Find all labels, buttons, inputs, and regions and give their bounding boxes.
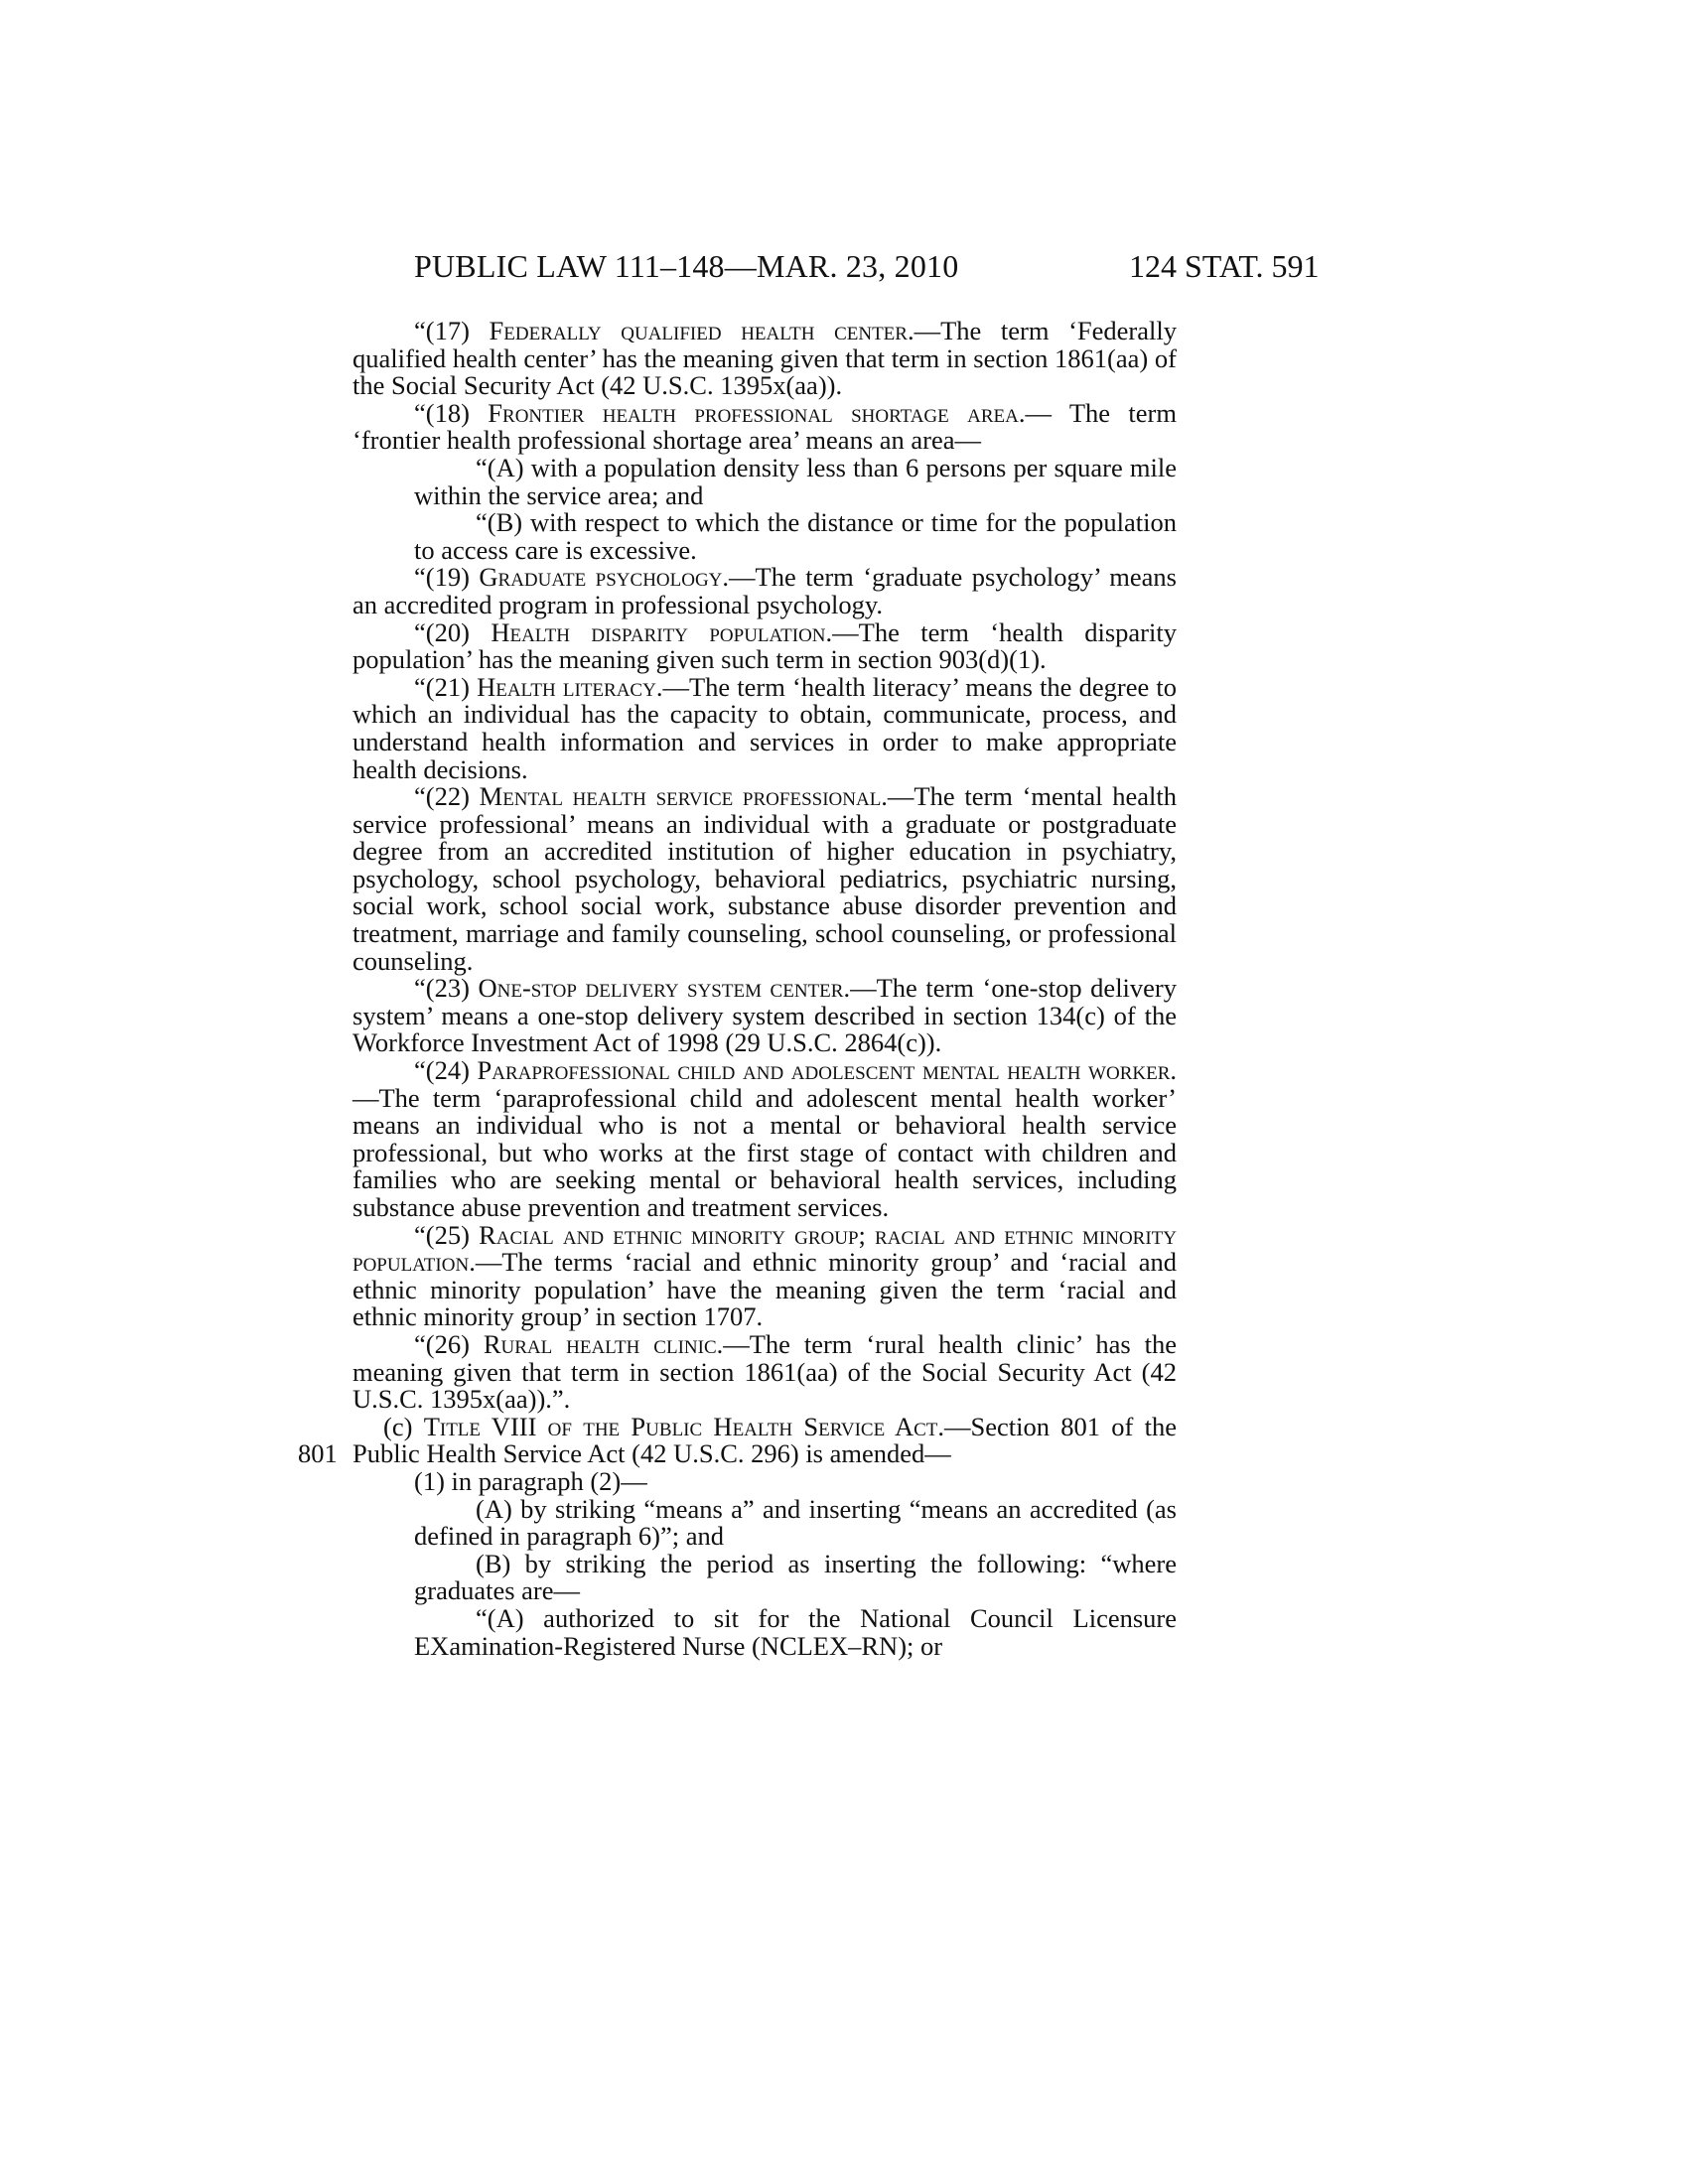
subsection-c xyxy=(298,1411,1178,1469)
definition-25 xyxy=(352,1219,1178,1332)
subparagraph-c1a: (A) by striking “means a” and inserting “means an accredited (as defined in paragraph 6)”; and xyxy=(414,1493,1177,1552)
definition-number: “(24) xyxy=(414,1055,478,1086)
margin-section-number: 801 xyxy=(298,1438,338,1469)
definition-number: “(17) xyxy=(414,316,490,345)
definition-heading: Racial and ethnic minority group; racial and ethnic minority population xyxy=(352,1219,1178,1278)
subsection-c-text xyxy=(352,1411,1178,1469)
definition-23 xyxy=(352,975,1177,1057)
definition-26 xyxy=(352,1328,1177,1415)
definition-18 xyxy=(352,397,1177,456)
definition-number: “(26) xyxy=(414,1328,484,1359)
definition-number: “(18) xyxy=(414,397,489,428)
definition-text: .—The terms ‘racial and ethnic minority group’ and ‘racial and ethnic minority population’ have the meaning given the term ‘racial and ethnic minority group’ in section 1707. xyxy=(352,1247,1177,1332)
definition-heading: Health disparity population xyxy=(491,616,826,647)
definition-heading: Mental health service professional xyxy=(479,781,882,812)
definition-heading: Health literacy xyxy=(477,671,656,702)
definition-number: “(20) xyxy=(414,616,492,647)
running-head-title: PUBLIC LAW 111–148—MAR. 23, 2010 xyxy=(414,248,959,284)
definition-text: .—The term ‘mental health service professional’ means an individual with a graduate or postgraduate degree from an accredited institution of higher education in psychiatry, psychology, school psychology, behavioral pediatrics, psychiatric nursing, social work, school social work, substance abuse disorder prevention and treatment, marriage and family counseling, school counseling, or professional counseling. xyxy=(352,781,1177,976)
definition-number: “(23) xyxy=(414,973,479,1004)
definition-text: .—The term ‘paraprofessional child and adolescent mental health worker’ means an individual who is not a mental or behavioral health service professional, but who works at the first stage of contact with children and families who are seeking mental or behavioral health services, including substance abuse prevention and treatment services. xyxy=(352,1055,1177,1222)
definition-text: .—The term ‘health literacy’ means the degree to which an individual has the capacity to obtain, communicate, process, and understand health information and services in order to make appropriate health decisions. xyxy=(352,671,1177,784)
paragraph-c1: (1) in paragraph (2)— xyxy=(414,1465,647,1496)
subparagraph-c1b: (B) by striking the period as inserting the following: “where graduates are— xyxy=(414,1548,1177,1606)
subparagraph-18b: “(B) with respect to which the distance or time for the population to access care is excessive. xyxy=(414,507,1177,565)
subsection-heading: Title VIII of the Public Health Service Act xyxy=(423,1411,938,1441)
definition-22 xyxy=(352,783,1177,975)
definition-heading: One-stop delivery system center xyxy=(478,973,844,1004)
page-header xyxy=(0,248,1688,288)
definition-heading: Federally qualified health center xyxy=(489,316,908,345)
statute-body xyxy=(298,316,1178,1661)
definition-text: .— The term ‘frontier health professional shortage area’ means an area— xyxy=(352,397,1177,456)
definition-heading: Rural health clinic xyxy=(483,1328,717,1359)
definition-number: “(21) xyxy=(414,671,478,702)
definition-17 xyxy=(352,318,1177,400)
definition-text: .—The term ‘one-stop delivery system’ means a one-stop delivery system described in section 134(c) of the Workforce Investment Act of 1998 (29 U.S.C. 2864(c)). xyxy=(352,973,1178,1058)
subparagraph-18a: “(A) with a population density less than 6 persons per square mile within the service area; and xyxy=(414,452,1177,510)
definition-heading: Frontier health professional shortage area xyxy=(488,397,1019,428)
subsection-number: (c) xyxy=(383,1411,424,1441)
definition-20 xyxy=(352,616,1177,675)
definition-number: “(25) xyxy=(414,1219,480,1250)
definition-number: “(19) xyxy=(414,562,480,593)
definition-24 xyxy=(352,1057,1177,1222)
definition-number: “(22) xyxy=(414,781,480,812)
definition-text: .—The term ‘rural health clinic’ has the meaning given that term in section 1861(aa) of the Social Security Act (42 U.S.C. 1395x(aa)).”. xyxy=(352,1328,1177,1415)
definition-heading: Graduate psychology xyxy=(479,562,723,593)
definition-21 xyxy=(352,671,1177,784)
definition-heading: Paraprofessional child and adolescent mental health worker xyxy=(477,1055,1171,1086)
definition-19 xyxy=(352,564,1177,618)
inserted-subparagraph-a: “(A) authorized to sit for the National Council Licensure EXamination-Registered Nurse (NCLEX–RN); or xyxy=(414,1602,1177,1661)
definition-text: .—The term ‘graduate psychology’ means an accredited program in professional psychology. xyxy=(352,562,1177,619)
definition-text: .—The term ‘health disparity population’ has the meaning given such term in section 903(d)(1). xyxy=(352,616,1177,675)
definition-text: .—The term ‘Federally qualified health center’ has the meaning given that term in section 1861(aa) of the Social Security Act (42 U.S.C. 1395x(aa)). xyxy=(352,316,1177,401)
subsection-text: .—Section 801 of the Public Health Service Act (42 U.S.C. 296) is amended— xyxy=(352,1411,1178,1469)
statute-page-number: 124 STAT. 591 xyxy=(1129,248,1320,284)
